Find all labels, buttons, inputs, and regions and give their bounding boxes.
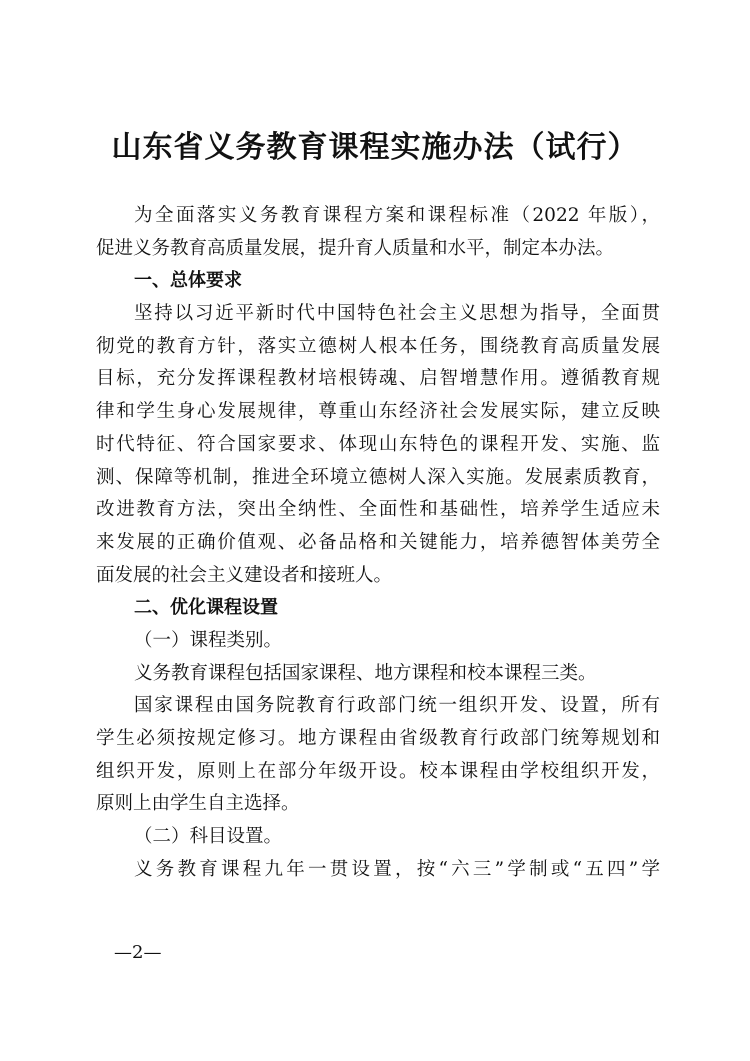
section-1-line-2: 彻党的教育方针，落实立德树人根本任务，围绕教育高质量发展: [96, 335, 660, 357]
section-1-line-3: 目标，充分发挥课程教材培根铸魂、启智增慧作用。遵循教育规: [96, 368, 660, 390]
section-1-line-8: 来发展的正确价值观、必备品格和关键能力，培养德智体美劳全: [96, 531, 660, 553]
subsection-2-paragraph-line-1: 义务教育课程九年一贯设置，按“六三”学制或“五四”学: [134, 858, 660, 880]
subsection-1-paragraph-2-line-2: 学生必须按规定修习。地方课程由省级教育行政部门统筹规划和: [96, 728, 660, 749]
intro-line-2: 促进义务教育高质量发展，提升育人质量和水平，制定本办法。: [96, 237, 615, 259]
subsection-1-paragraph-2-line-3: 组织开发，原则上在部分年级开设。校本课程由学校组织开发，: [96, 760, 660, 782]
section-1-line-9: 面发展的社会主义建设者和接班人。: [96, 564, 393, 586]
subsection-1-paragraph-2-line-1: 国家课程由国务院教育行政部门统一组织开发、设置，所有: [134, 695, 660, 717]
section-1-line-6: 测、保障等机制，推进全环境立德树人深入实施。发展素质教育，: [96, 466, 660, 488]
section-1-line-4: 律和学生身心发展规律，尊重山东经济社会发展实际，建立反映: [96, 401, 660, 423]
page-number: —2—: [114, 942, 162, 963]
subsection-1-paragraph-2-line-4: 原则上由学生自主选择。: [96, 793, 300, 815]
section-2-heading: 二、优化课程设置: [134, 597, 278, 619]
subsection-1-paragraph-1: 义务教育课程包括国家课程、地方课程和校本课程三类。: [134, 662, 597, 684]
section-1-line-5: 时代特征、符合国家要求、体现山东特色的课程开发、实施、监: [96, 433, 660, 455]
section-1-heading: 一、总体要求: [134, 270, 242, 292]
document-title: 山东省义务教育课程实施办法（试行）: [111, 130, 639, 165]
intro-line-1: 为全面落实义务教育课程方案和课程标准（2022 年版），: [134, 205, 660, 226]
section-1-line-1: 坚持以习近平新时代中国特色社会主义思想为指导，全面贯: [134, 303, 660, 325]
subsection-2-heading: （二）科目设置。: [134, 826, 283, 848]
section-1-line-7: 改进教育方法，突出全纳性、全面性和基础性，培养学生适应未: [96, 499, 660, 521]
document-body: [96, 200, 660, 886]
subsection-1-heading: （一）课程类别。: [134, 629, 283, 651]
